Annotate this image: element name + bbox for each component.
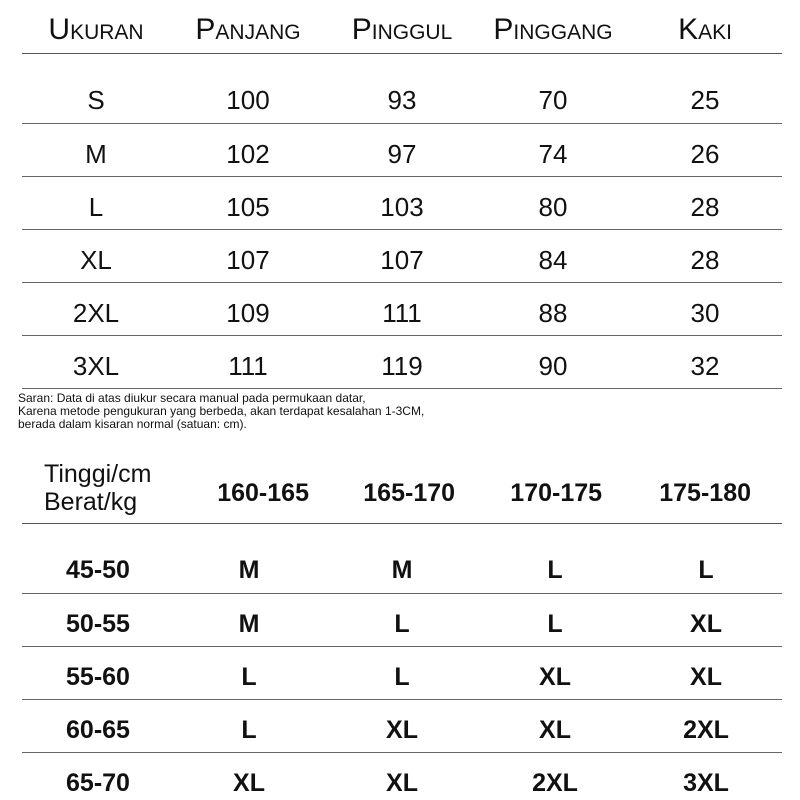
recommended-size-cell: M bbox=[238, 556, 260, 584]
size-cell: S bbox=[87, 85, 105, 115]
recommended-size-cell: XL bbox=[539, 715, 571, 744]
recommended-size-cell: 2XL bbox=[532, 769, 578, 797]
table-row bbox=[22, 524, 782, 594]
weight-range-cell: 60-65 bbox=[66, 715, 130, 744]
measurement-note bbox=[18, 392, 424, 431]
length-cell: 109 bbox=[226, 297, 270, 328]
leg-cell: 25 bbox=[690, 85, 720, 115]
header-panjang: Panjang bbox=[195, 12, 301, 46]
recommended-size-cell: L bbox=[394, 662, 410, 691]
recommended-size-cell: M bbox=[238, 609, 260, 638]
table-row bbox=[22, 230, 782, 283]
recommended-size-cell: L bbox=[241, 715, 257, 744]
table-row bbox=[22, 177, 782, 230]
waist-cell: 90 bbox=[538, 350, 568, 381]
recommended-size-cell: L bbox=[394, 609, 410, 638]
recommended-size-cell: XL bbox=[690, 609, 722, 638]
table-row bbox=[22, 283, 782, 336]
recommended-size-cell: 2XL bbox=[683, 715, 729, 744]
header-ukuran: Ukuran bbox=[48, 12, 144, 46]
waist-cell: 70 bbox=[538, 85, 568, 115]
height-range-header: 175-180 bbox=[659, 479, 751, 507]
waist-cell: 80 bbox=[538, 191, 568, 222]
recommended-size-cell: XL bbox=[386, 715, 418, 744]
note-line: berada dalam kisaran normal (satuan: cm). bbox=[18, 417, 247, 431]
header-pinggul: Pinggul bbox=[351, 12, 453, 46]
hip-cell: 107 bbox=[380, 244, 424, 275]
corner-label bbox=[22, 448, 192, 523]
hip-cell: 97 bbox=[387, 138, 417, 169]
size-cell: 2XL bbox=[72, 297, 120, 328]
hip-cell: 103 bbox=[380, 191, 424, 222]
length-cell: 102 bbox=[226, 138, 270, 169]
size-cell: M bbox=[85, 138, 107, 169]
leg-cell: 26 bbox=[690, 138, 720, 169]
recommended-size-cell: M bbox=[391, 556, 413, 584]
weight-range-cell: 55-60 bbox=[66, 662, 130, 691]
fit-guide-header bbox=[22, 448, 782, 524]
note-line: Saran: Data di atas diukur secara manual pada permukaan datar, bbox=[18, 391, 366, 405]
waist-cell: 84 bbox=[538, 244, 568, 275]
height-range-header: 165-170 bbox=[363, 479, 456, 507]
header-pinggang: Pinggang bbox=[493, 12, 613, 46]
recommended-size-cell: XL bbox=[233, 769, 265, 797]
length-cell: 105 bbox=[226, 191, 270, 222]
table-row bbox=[22, 700, 782, 753]
height-label: Tinggi/cm bbox=[44, 460, 152, 488]
leg-cell: 28 bbox=[690, 191, 720, 222]
waist-cell: 88 bbox=[538, 297, 568, 328]
leg-cell: 32 bbox=[690, 350, 720, 381]
fit-guide-table bbox=[22, 448, 782, 800]
header-kaki: Kaki bbox=[678, 12, 732, 46]
table-row bbox=[22, 336, 782, 389]
recommended-size-cell: L bbox=[698, 556, 714, 584]
size-chart-header bbox=[22, 0, 782, 54]
size-cell: L bbox=[88, 191, 104, 222]
recommended-size-cell: XL bbox=[539, 662, 571, 691]
weight-label: Berat/kg bbox=[44, 488, 138, 516]
length-cell: 107 bbox=[226, 244, 270, 275]
leg-cell: 30 bbox=[690, 297, 720, 328]
weight-range-cell: 65-70 bbox=[66, 769, 130, 797]
recommended-size-cell: L bbox=[241, 662, 257, 691]
recommended-size-cell: XL bbox=[386, 769, 418, 797]
size-cell: XL bbox=[80, 244, 112, 275]
height-range-header: 160-165 bbox=[217, 479, 309, 507]
weight-range-cell: 45-50 bbox=[66, 556, 130, 584]
table-row bbox=[22, 753, 782, 800]
recommended-size-cell: XL bbox=[690, 662, 722, 691]
waist-cell: 74 bbox=[538, 138, 568, 169]
recommended-size-cell: 3XL bbox=[683, 769, 729, 797]
recommended-size-cell: L bbox=[547, 609, 563, 638]
table-row bbox=[22, 124, 782, 177]
weight-range-cell: 50-55 bbox=[66, 609, 130, 638]
recommended-size-cell: L bbox=[547, 556, 563, 584]
table-row bbox=[22, 647, 782, 700]
leg-cell: 28 bbox=[690, 244, 720, 275]
size-cell: 3XL bbox=[72, 350, 120, 381]
length-cell: 111 bbox=[228, 350, 268, 381]
note-line: Karena metode pengukuran yang berbeda, akan terdapat kesalahan 1-3CM, bbox=[18, 404, 425, 418]
height-range-header: 170-175 bbox=[510, 479, 603, 507]
table-row bbox=[22, 594, 782, 647]
length-cell: 100 bbox=[226, 85, 270, 115]
hip-cell: 111 bbox=[382, 297, 422, 328]
hip-cell: 93 bbox=[387, 85, 417, 115]
hip-cell: 119 bbox=[381, 350, 423, 381]
size-chart-table bbox=[22, 0, 782, 389]
table-row bbox=[22, 54, 782, 124]
